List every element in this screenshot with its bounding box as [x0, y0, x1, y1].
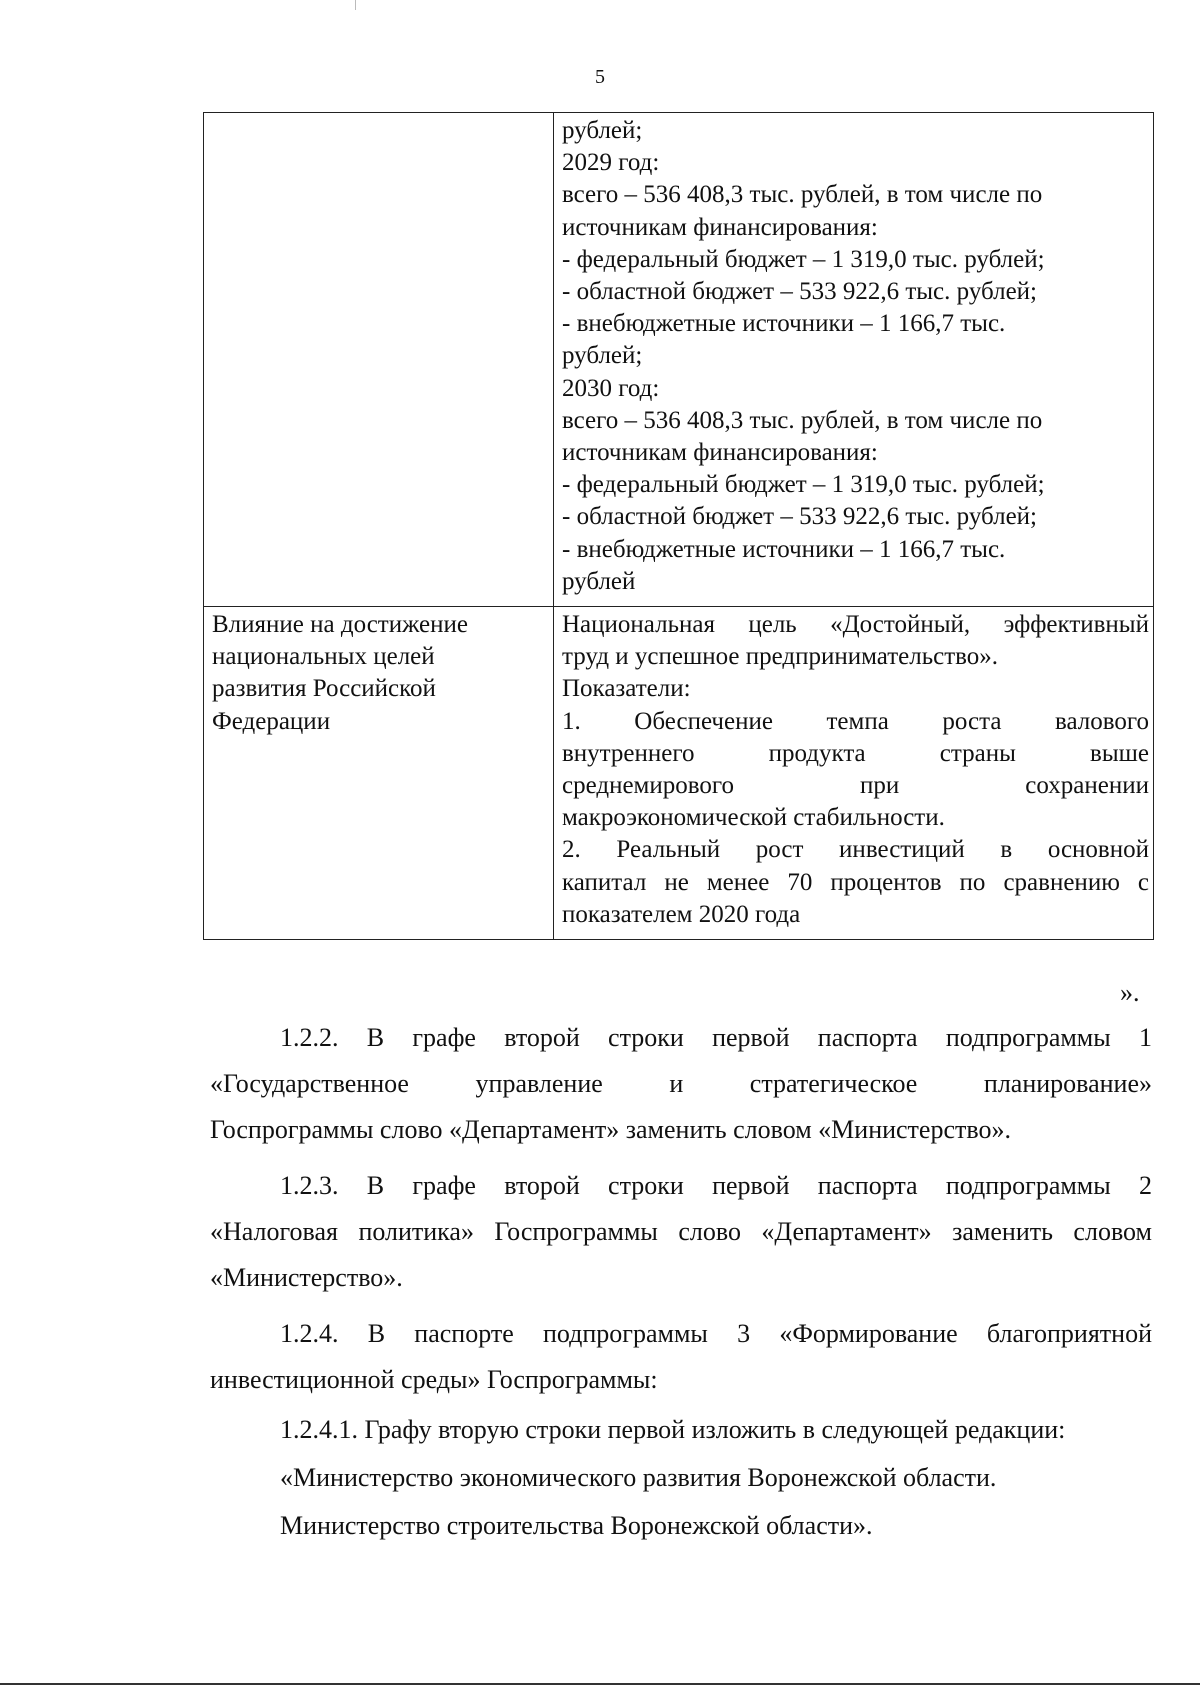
paragraph-line: инвестиционной среды» Госпрограммы:	[210, 1365, 658, 1394]
paragraph-line: 1.2.4.1. Графу вторую строки первой изложить в следующей редакции:	[280, 1415, 1066, 1444]
cell-line: показателем 2020 года	[562, 900, 801, 928]
cell-line: - внебюджетные источники – 1 166,7 тыс.	[562, 535, 1006, 563]
cell-line: - федеральный бюджет – 1 319,0 тыс. рублей;	[562, 471, 1045, 499]
table-cell-national-goals-label	[204, 607, 554, 940]
cell-line: Федерации	[212, 707, 331, 735]
paragraph-line: «Налоговая политика» Госпрограммы слово «Департамент» заменить словом	[210, 1217, 1152, 1246]
paragraph-line: «Министерство экономического развития Воронежской области.	[280, 1463, 997, 1492]
cell-line: рублей;	[562, 117, 643, 144]
cell-line: - федеральный бюджет – 1 319,0 тыс. рублей;	[562, 245, 1045, 273]
passport-table	[203, 112, 1154, 940]
cell-line: капитал не менее 70 процентов по сравнению с	[562, 868, 1149, 896]
cell-line: Показатели:	[562, 675, 691, 703]
cell-line: рублей;	[562, 342, 643, 370]
page-number: 5	[595, 66, 605, 88]
cell-line: 2030 год:	[562, 374, 660, 402]
cell-line: источникам финансирования:	[562, 439, 878, 467]
cell-line: внутреннего продукта страны выше	[562, 739, 1149, 767]
paragraph-line: Госпрограммы слово «Департамент» заменить словом «Министерство».	[210, 1115, 1011, 1144]
cell-line: 2029 год:	[562, 149, 660, 177]
table-row-funding	[204, 113, 1154, 607]
paragraph-1-2-3	[210, 1163, 1152, 1301]
cell-line: источникам финансирования:	[562, 213, 878, 241]
cell-line: 1. Обеспечение темпа роста валового	[562, 707, 1149, 735]
cell-line: - областной бюджет – 533 922,6 тыс. рублей;	[562, 278, 1037, 306]
cell-line: 2. Реальный рост инвестиций в основной	[562, 836, 1149, 864]
paragraph-line: «Министерство».	[210, 1263, 403, 1292]
paragraph-ministry-economic	[280, 1455, 1152, 1501]
cell-line: развития Российской	[212, 675, 436, 703]
cell-line: всего – 536 408,3 тыс. рублей, в том числе по	[562, 181, 1043, 209]
cell-line: труд и успешное предпринимательство».	[562, 643, 999, 671]
cell-line: макроэкономической стабильности.	[562, 804, 945, 832]
paragraph-line: 1.2.2. В графе второй строки первой паспорта подпрограммы 1	[280, 1023, 1152, 1052]
paragraph-line: Министерство строительства Воронежской области».	[280, 1511, 873, 1540]
cell-line: среднемирового при сохранении	[562, 772, 1149, 800]
cell-line: всего – 536 408,3 тыс. рублей, в том числе по	[562, 406, 1043, 434]
cell-line: Национальная цель «Достойный, эффективный	[562, 611, 1149, 639]
table-cell-national-goals-details	[554, 607, 1154, 940]
paragraph-1-2-2	[210, 1015, 1152, 1153]
paragraph-line: 1.2.4. В паспорте подпрограммы 3 «Формирование благоприятной	[280, 1319, 1152, 1348]
table-cell-left-empty	[204, 113, 554, 607]
paragraph-1-2-4	[210, 1311, 1152, 1403]
paragraph-ministry-construction	[280, 1503, 1152, 1549]
paragraph-line: «Государственное управление и стратегическое планирование»	[210, 1069, 1152, 1098]
table-row-national-goals	[204, 607, 1154, 940]
paragraph-1-2-4-1	[280, 1407, 1152, 1453]
cell-line: - внебюджетные источники – 1 166,7 тыс.	[562, 310, 1006, 338]
paragraph-line: 1.2.3. В графе второй строки первой паспорта подпрограммы 2	[280, 1171, 1152, 1200]
cell-line: национальных целей	[212, 643, 435, 671]
cell-line: рублей	[562, 567, 636, 595]
closing-quote: ».	[1120, 978, 1140, 1007]
scan-mark	[355, 0, 356, 10]
cell-line: - областной бюджет – 533 922,6 тыс. рублей;	[562, 503, 1037, 531]
table-cell-funding-details	[554, 113, 1154, 607]
footer-rule	[0, 1683, 1200, 1685]
cell-line: Влияние на достижение	[212, 611, 468, 639]
